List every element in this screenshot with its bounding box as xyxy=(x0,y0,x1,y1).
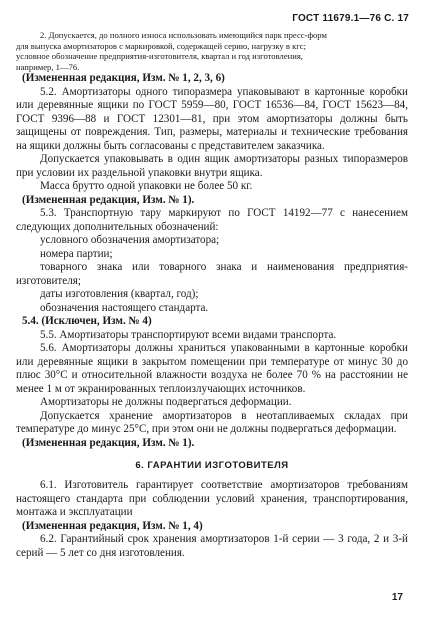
amendment-note: (Измененная редакция, Изм. № 1, 2, 3, 6) xyxy=(22,72,225,84)
paragraph: Масса брутто одной упаковки не более 50 кг. xyxy=(40,180,253,192)
paragraph: 5.2. Амортизаторы одного типоразмера упаковывают в картонные коробки или деревянные ящики по ГОСТ 5959—80, ГОСТ 16536—84, ГОСТ 15623—84, ГОСТ 9396—88 и ГОСТ 12301—81, при этом амортизаторы должны быть защищены от повреждения. Тип, размеры, материалы и технические требования на ящики должны быть согласованы с представителем заказчика. xyxy=(16,85,408,152)
intro-line: условное обозначение предприятия-изготовителя, квартал и год изготовления, xyxy=(16,51,303,61)
paragraph: Амортизаторы не должны подвергаться деформации. xyxy=(40,396,292,408)
paragraph-flow xyxy=(16,72,408,560)
paragraph: 6.1. Изготовитель гарантирует соответствие амортизаторов требованиям настоящего стандарта при соблюдении условий хранения, транспортирования, монтажа и эксплуатации xyxy=(16,479,408,518)
intro-line: 2. Допускается, до полного износа использовать имеющийся парк пресс-форм xyxy=(40,30,327,40)
amendment-note: (Измененная редакция, Изм. № 1). xyxy=(22,436,195,449)
amendment-note: (Измененная редакция, Изм. № 1). xyxy=(22,193,195,206)
paragraph: номера партии; xyxy=(40,247,113,260)
intro-line: для выпуска амортизаторов с маркировкой, содержащей серию, нагрузку в кгс; xyxy=(16,40,306,51)
paragraph: 6.2. Гарантийный срок хранения амортизаторов 1-й серии — 3 года, 2 и 3-й серий — 5 лет со дня изготовления. xyxy=(16,533,408,559)
paragraph: условного обозначения амортизатора; xyxy=(40,234,220,246)
paragraph: 5.6. Амортизаторы должны храниться упакованными в картонные коробки или деревянные ящики в закрытом помещении при температуре от минус 30 до плюс 30°С и относительной влажности воздуха не более 70 % на расстоянии не менее 1 м от экранированных теплоизлучающих источников. xyxy=(16,342,408,395)
paragraph: Допускается хранение амортизаторов в неотапливаемых складах при температуре до минус 25°С, при этом они не должны подвергаться деформации. xyxy=(16,409,408,435)
page-number: 17 xyxy=(391,592,403,603)
section-heading: 6. ГАРАНТИИ ИЗГОТОВИТЕЛЯ xyxy=(135,460,289,471)
paragraph: товарного знака или товарного знака и наименования предприятия-изготовителя; xyxy=(16,261,408,287)
document-body xyxy=(16,30,408,560)
amendment-note: (Измененная редакция, Изм. № 1, 4) xyxy=(22,519,203,532)
paragraph: 5.5. Амортизаторы транспортируют всеми видами транспорта. xyxy=(40,328,337,341)
amendment-note: 5.4. (Исключен, Изм. № 4) xyxy=(22,315,152,327)
paragraph: даты изготовления (квартал, год); xyxy=(40,288,199,300)
page-header: ГОСТ 11679.1—76 С. 17 xyxy=(292,13,409,24)
intro-note xyxy=(16,30,408,72)
paragraph: 5.3. Транспортную тару маркируют по ГОСТ 14192—77 с нанесением следующих дополнительных обозначений: xyxy=(16,207,408,233)
intro-line: например, 1—76. xyxy=(16,61,80,72)
paragraph: Допускается упаковывать в один ящик амортизаторы разных типоразмеров при условии их раздельной упаковки внутри ящика. xyxy=(16,153,408,179)
paragraph: обозначения настоящего стандарта. xyxy=(40,301,209,314)
